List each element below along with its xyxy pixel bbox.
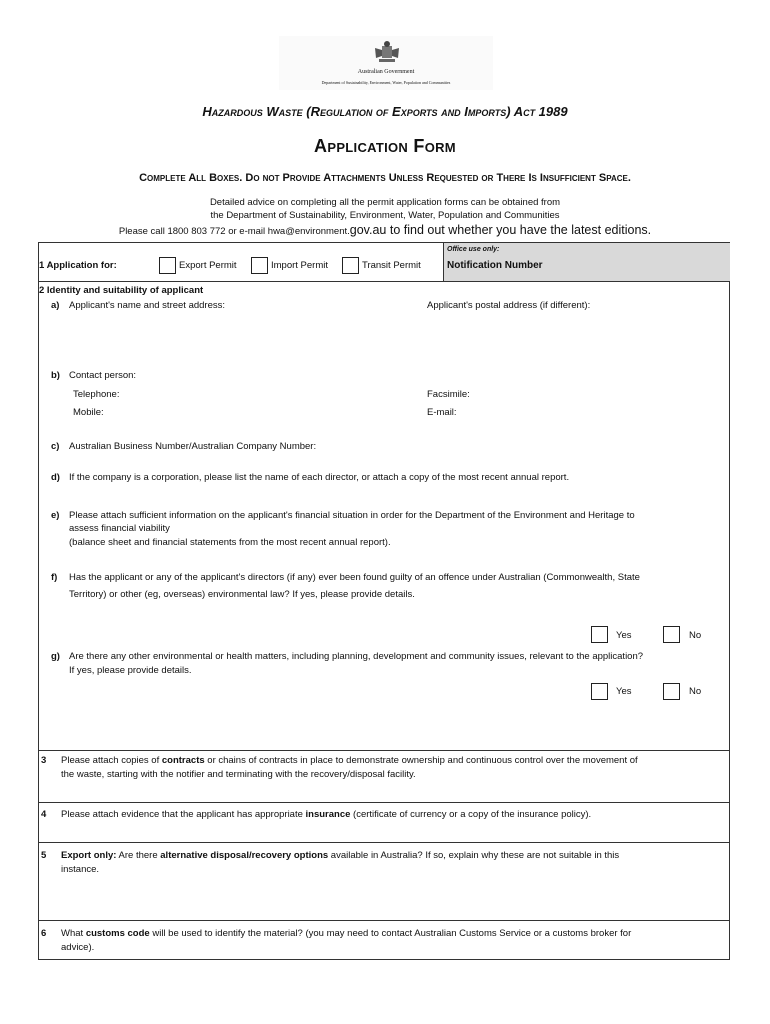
offence-yes-label: Yes <box>616 630 632 641</box>
item-g-label: g) <box>51 651 60 662</box>
section6-number: 6 <box>41 928 47 939</box>
export-permit-checkbox[interactable] <box>159 257 176 274</box>
offence-yes-checkbox[interactable] <box>591 626 608 643</box>
section5-post: available in Australia? If so, explain why these are not suitable in this <box>328 850 620 861</box>
divider <box>39 920 729 921</box>
section6-text-1 <box>61 928 631 939</box>
item-e-label: e) <box>51 510 60 521</box>
instruction: Complete All Boxes. Do not Provide Attachments Unless Requested or There Is Insufficient Space. <box>139 172 631 184</box>
section4-text <box>61 809 591 820</box>
advice-line-2: the Department of Sustainability, Environment, Water, Population and Communities <box>210 210 560 221</box>
section6-bold: customs code <box>85 928 150 939</box>
section3-bold: contracts <box>161 755 205 766</box>
gov-name: Australian Government <box>357 69 415 75</box>
export-permit-label: Export Permit <box>179 260 237 271</box>
financial-text-1: Please attach sufficient information on the applicant's financial situation in order for the Department of the Environment and Heritage to <box>69 510 635 521</box>
contact-person-label: Contact person: <box>69 370 137 381</box>
divider <box>39 750 729 751</box>
divider <box>39 842 729 843</box>
telephone-label: Telephone: <box>73 389 120 400</box>
directors-text: If the company is a corporation, please list the name of each director, or attach a copy of the most recent annual report. <box>69 472 570 483</box>
section4-pre: Please attach evidence that the applicant has appropriate <box>61 809 306 820</box>
section3-pre: Please attach copies of <box>61 755 162 766</box>
import-permit-label: Import Permit <box>271 260 329 271</box>
section4-bold: insurance <box>305 809 351 820</box>
section5-bold2: alternative disposal/recovery options <box>160 850 329 861</box>
office-use-box <box>443 243 730 281</box>
import-permit-checkbox[interactable] <box>251 257 268 274</box>
financial-text-3: (balance sheet and financial statements from the most recent annual report). <box>69 537 391 548</box>
email-label: E-mail: <box>427 407 457 418</box>
advice-line-3-large: gov.au to find out whether you have the latest editions. <box>349 223 652 237</box>
section3-post: or chains of contracts in place to demonstrate ownership and continuous control over the movement of <box>204 755 638 766</box>
mobile-label: Mobile: <box>73 407 104 418</box>
transit-permit-checkbox[interactable] <box>342 257 359 274</box>
item-b-label: b) <box>51 370 60 381</box>
item-d-label: d) <box>51 472 60 483</box>
coat-of-arms-icon <box>371 40 403 64</box>
advice-line-1: Detailed advice on completing all the permit application forms can be obtained from <box>209 197 561 208</box>
divider <box>39 802 729 803</box>
notification-number-label: Notification Number <box>447 260 543 271</box>
section4-post: (certificate of currency or a copy of the insurance policy). <box>350 809 592 820</box>
section3-text-2: the waste, starting with the notifier and terminating with the recovery/disposal facility. <box>61 769 416 780</box>
item-a-label: a) <box>51 300 60 311</box>
section5-number: 5 <box>41 850 47 861</box>
section4-number: 4 <box>41 809 47 820</box>
advice-line-3 <box>0 223 770 237</box>
offence-text-1: Has the applicant or any of the applicant's directors (if any) ever been found guilty of an offence under Australian (Commonwealth, State <box>69 572 640 583</box>
section5-mid: Are there <box>116 850 161 861</box>
section1-label: 1 Application for: <box>39 260 117 271</box>
item-c-label: c) <box>51 441 60 452</box>
item-f-label: f) <box>51 572 58 583</box>
other-matters-yes-label: Yes <box>616 686 632 697</box>
other-matters-yes-checkbox[interactable] <box>591 683 608 700</box>
abn-acn-label: Australian Business Number/Australian Company Number: <box>69 441 317 452</box>
applicant-address-label: Applicant's name and street address: <box>69 300 226 311</box>
facsimile-label: Facsimile: <box>427 389 470 400</box>
offence-no-label: No <box>689 630 702 641</box>
section6-post: will be used to identify the material? (you may need to contact Australian Customs Service or a customs broker for <box>149 928 632 939</box>
section5-text-2: instance. <box>61 864 100 875</box>
other-matters-text-1: Are there any other environmental or health matters, including planning, development and community issues, relevant to the application? <box>69 651 644 662</box>
section2-title: 2 Identity and suitability of applicant <box>39 285 204 296</box>
offence-no-checkbox[interactable] <box>663 626 680 643</box>
offence-text-2: Territory) or other (eg, overseas) environmental law? If yes, please provide details. <box>69 589 415 600</box>
department-name: Department of Sustainability, Environment, Water, Population and Communities <box>321 80 451 85</box>
form-title: Application Form <box>314 136 456 156</box>
divider <box>39 281 729 282</box>
postal-address-label: Applicant's postal address (if different): <box>427 300 591 311</box>
section3-text-1 <box>61 755 638 766</box>
section6-text-2: advice). <box>61 942 95 953</box>
other-matters-no-label: No <box>689 686 702 697</box>
section5-bold1: Export only: <box>61 850 117 861</box>
section6-pre: What <box>61 928 86 939</box>
other-matters-text-2: If yes, please provide details. <box>69 665 192 676</box>
financial-text-2: assess financial viability <box>69 523 170 534</box>
section3-number: 3 <box>41 755 47 766</box>
transit-permit-label: Transit Permit <box>362 260 421 271</box>
government-crest <box>279 36 493 90</box>
advice-line-3-small: Please call 1800 803 772 or e-mail hwa@environment. <box>118 226 350 237</box>
office-use-label: Office use only: <box>447 246 500 253</box>
section5-text-1 <box>61 850 619 861</box>
other-matters-no-checkbox[interactable] <box>663 683 680 700</box>
application-form <box>38 242 730 960</box>
act-title: Hazardous Waste (Regulation of Exports and Imports) Act 1989 <box>202 104 568 119</box>
